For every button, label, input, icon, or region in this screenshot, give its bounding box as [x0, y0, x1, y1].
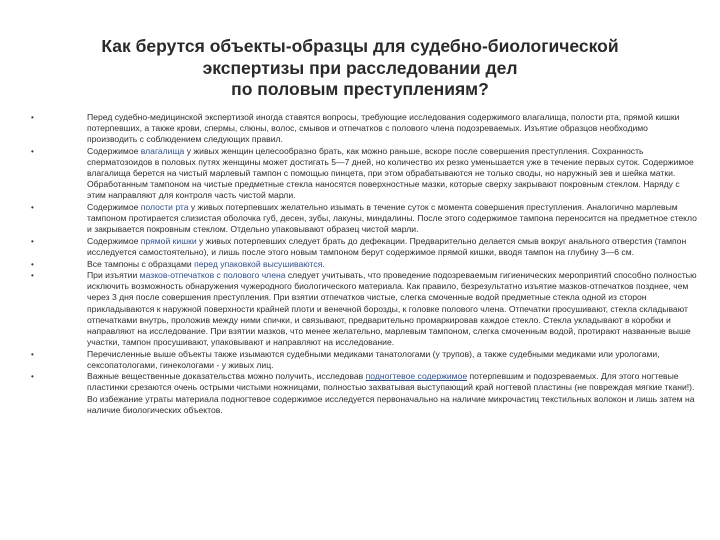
- bullet-icon: •: [31, 349, 34, 359]
- item-text: у живых потерпевших следует брать до дефекации. Предварительно делается смыв вокруг анального отверстия (тампон исследуется самостоятельно), и лишь после этого новым тампоном берут содержимое прямой кишки, вводя тампон на глубину 3—6 см.: [87, 235, 687, 257]
- item-text: Перед судебно-медицинской экспертизой иногда ставятся вопросы, требующие исследования содержимого влагалища, полости рта, прямой кишки потерпевших, а также крови, спермы, слюны, волос, смывов и отпечатков с полового члена подозреваемых. Изъятие образцов необходимо производить с соблюдением следующих правил.: [87, 112, 680, 145]
- page-title: [40, 36, 680, 101]
- highlighted-term: полости рта: [140, 201, 189, 212]
- list-item-rectum: [0, 236, 720, 258]
- title-line-3: по половым преступлениям?: [231, 79, 489, 99]
- highlighted-term: подногтевое содержимое: [365, 371, 468, 382]
- item-text: Важные вещественные доказательства можно получить, исследовав: [87, 371, 366, 382]
- highlighted-term: влагалища: [140, 145, 185, 156]
- item-text: Все тампоны с образцами: [87, 258, 195, 269]
- item-text: Содержимое: [87, 201, 141, 212]
- list-item-dry: [0, 259, 720, 270]
- bullet-icon: •: [31, 202, 34, 212]
- list-item-intro: [0, 112, 720, 145]
- list-item-vagina: [0, 146, 720, 201]
- bullet-icon: •: [31, 146, 34, 156]
- bullet-list: [0, 112, 720, 416]
- list-item-seized: [0, 349, 720, 371]
- bullet-icon: •: [31, 236, 34, 246]
- bullet-icon: •: [31, 113, 34, 122]
- list-item-mouth: [0, 202, 720, 235]
- list-item-nails: [0, 371, 720, 415]
- list-item-penis: [0, 270, 720, 348]
- title-line-2: экспертизы при расследовании дел: [202, 57, 518, 78]
- bullet-icon: •: [31, 259, 34, 269]
- item-text: Содержимое: [87, 145, 141, 156]
- item-text: следует учитывать, что проведение подозреваемым гигиенических мероприятий способно полностью исключить возможность обнаружения чужеродного биологического материала. Как правило, безрезультатно изъятие мазков-отпечатков позднее, чем через 3 дня после совершения преступления. При взятии отпечатков чистые, слегка смоченные водой предметные стекла одной из сторон прикладываются к наружной поверхности крайней плоти и венечной борозды, к головке полового члена. Отпечатки просушивают, стекла складывают отпечатками внутрь, проложив между ними спички, и связывают, предварительно промаркировав каждое стекло. Стекла укладывают в коробки и направляют на исследование. При взятии мазков, что менее желательно, марлевым тампоном, слегка смоченным водой, протирают названные выше участки, тампон просушивают, упаковывают и направляют на исследование.: [87, 270, 697, 347]
- bullet-icon: •: [31, 372, 34, 382]
- item-text: потерпевшим и подозреваемых. Для этого ногтевые пластинки срезаются очень острыми чистыми ножницами, полностью захватывая выступающий край ногтевой пластины (не повреждая мягкие ткани!). Во избежание утраты материала подногтевое содержимое исследуется первоначально на наличие микрочастиц текстильных волокон и лишь затем на наличие биологических объектов.: [87, 371, 695, 415]
- highlighted-term: прямой кишки: [140, 235, 197, 246]
- item-text: у живых женщин целесообразно брать, как можно раньше, вскоре после совершения преступления. Сохранность сперматозоидов в половых путях женщины может достигать 5—7 дней, но количество их резко уменьшается уже в течение первых суток. Содержимое влагалища берется на чистый марлевый тампон с помощью пинцета, при этом обрабатываются не только своды, но наружный зев и шейка матки. Обработанным тампоном на чистые предметные стекла наносятся поверхностные мазки, которые сверху закрывают покровным стеклом. Наряду с этим направляют для контроля часть чистой марли.: [87, 145, 694, 201]
- title-line-1: Как берутся объекты-образцы для судебно-биологической: [101, 36, 619, 56]
- item-text: у живых потерпевших желательно изымать в течение суток с момента совершения преступления. Аналогично марлевым тампоном протирается слизистая оболочка губ, десен, зубы, лакуны, миндалины. После этого содержимое тампона переносится на предметное стекло и закрывается покровным стеклом. Отдельно упаковывают образец чистой марли.: [87, 201, 697, 235]
- item-text: Содержимое: [87, 235, 141, 246]
- bullet-icon: •: [31, 271, 34, 281]
- highlighted-term: мазков-отпечатков с полового члена: [139, 270, 286, 281]
- item-text: При изъятии: [87, 270, 140, 281]
- item-text: Перечисленные выше объекты также изымаются судебными медиками танатологами (у трупов), а также судебными медиками или урологами, сексопатологами, гинекологами - у живых лиц.: [87, 348, 660, 370]
- highlighted-term: перед упаковкой высушиваются.: [194, 258, 325, 269]
